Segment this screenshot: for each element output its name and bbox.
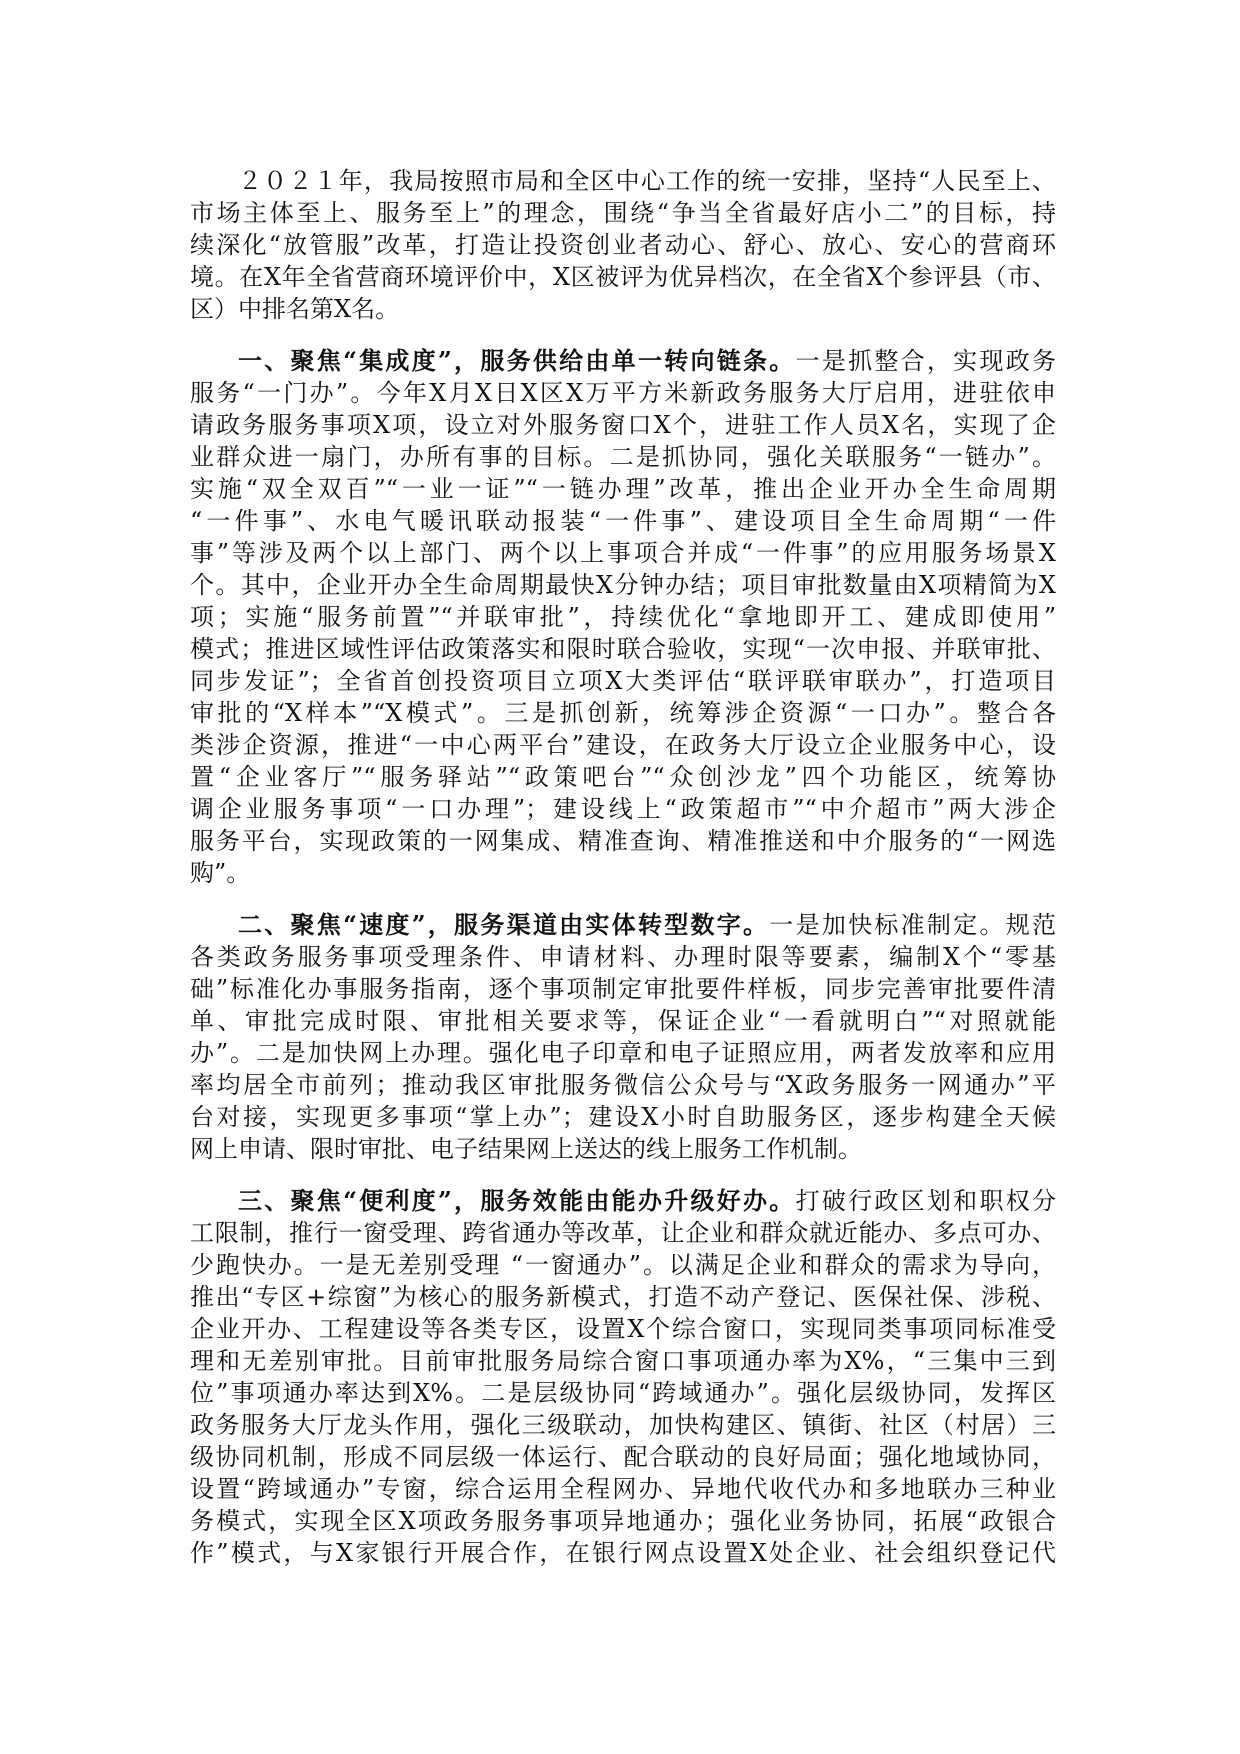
text-line — [190, 569, 1056, 601]
line-text: 个。其中，企业开办全生命周期最快X分钟办结；项目审批数量由X项精简为X — [190, 571, 1056, 599]
text-line — [190, 441, 1056, 473]
line-text: 设置“跨域通办”专窗，综合运用全程网办、异地代收代办和多地联办三种业 — [190, 1475, 1056, 1503]
text-line — [190, 1409, 1056, 1441]
text-line — [190, 197, 1056, 229]
line-text: 置“企业客厅”“服务驿站”“政策吧台”“众创沙龙”四个功能区，统筹协 — [190, 763, 1056, 791]
line-text: 业群众进一扇门，办所有事的目标。二是抓协同，强化关联服务“一链办”。 — [190, 443, 1056, 471]
line-text: 一是加快标准制定。规范 — [769, 911, 1057, 939]
text-line — [190, 793, 1056, 825]
text-line — [190, 229, 1056, 261]
line-text: 理和无差别审批。目前审批服务局综合窗口事项通办率为X%，“三集中三到 — [190, 1347, 1056, 1375]
text-line — [190, 1101, 1056, 1133]
line-text: 台对接，实现更多事项“掌上办”；建设X小时自助服务区，逐步构建全天候 — [190, 1103, 1056, 1131]
line-text: 一是抓整合，实现政务 — [795, 347, 1056, 375]
text-line — [190, 1313, 1056, 1345]
line-text: 项；实施“服务前置”“并联审批”，持续优化“拿地即开工、建成即使用” — [190, 603, 1056, 631]
text-line — [190, 1069, 1056, 1101]
line-text: 打破行政区划和职权分 — [795, 1187, 1056, 1215]
text-line — [190, 293, 1056, 325]
section-heading: 一、聚焦“集成度”，服务供给由单一转向链条。 — [238, 346, 796, 375]
text-line — [190, 1217, 1056, 1249]
line-text: 工限制，推行一窗受理、跨省通办等改革，让企业和群众就近能办、多点可办、 — [190, 1219, 1056, 1247]
line-text: 模式；推进区域性评估政策落实和限时联合验收，实现“一次申报、并联审批、 — [190, 635, 1056, 663]
line-text: ２０２１年，我局按照市局和全区中心工作的统一安排，坚持“人民至上、 — [238, 167, 1056, 195]
text-line — [190, 377, 1056, 409]
line-text: 办”。二是加快网上办理。强化电子印章和电子证照应用，两者发放率和应用 — [190, 1039, 1056, 1067]
text-line — [190, 697, 1056, 729]
text-line — [190, 729, 1056, 761]
line-text: 率均居全市前列；推动我区审批服务微信公众号与“X政务服务一网通办”平 — [190, 1071, 1056, 1099]
text-line — [190, 1281, 1056, 1313]
line-text: 服务平台，实现政策的一网集成、精准查询、精准推送和中介服务的“一网选 — [190, 827, 1056, 855]
text-line — [190, 1377, 1056, 1409]
line-text: 级协同机制，形成不同层级一体运行、配合联动的良好局面；强化地域协同， — [190, 1443, 1056, 1471]
text-line — [190, 761, 1056, 793]
line-text: 位”事项通办率达到X%。二是层级协同“跨域通办”。强化层级协同，发挥区 — [190, 1379, 1056, 1407]
text-line — [190, 601, 1056, 633]
text-line — [190, 825, 1056, 857]
line-text: 各类政务服务事项受理条件、申请材料、办理时限等要素，编制X个“零基 — [190, 943, 1056, 971]
text-line — [190, 633, 1056, 665]
paragraph — [190, 1185, 1056, 1569]
line-text: 务模式，实现全区X项政务服务事项异地通办；强化业务协同，拓展“政银合 — [190, 1507, 1056, 1535]
line-text: 请政务服务事项X项，设立对外服务窗口X个，进驻工作人员X名，实现了企 — [190, 411, 1056, 439]
text-line — [190, 537, 1056, 569]
line-text: 单、审批完成时限、审批相关要求等，保证企业“一看就明白”“对照就能 — [190, 1007, 1056, 1035]
text-line — [190, 665, 1056, 697]
paragraph — [190, 165, 1056, 325]
text-line — [190, 1249, 1056, 1281]
line-text: 审批的“X样本”“X模式”。三是抓创新，统筹涉企资源“一口办”。整合各 — [190, 699, 1056, 727]
text-line — [190, 1537, 1056, 1569]
text-line — [190, 1133, 1056, 1165]
line-text: 服务“一门办”。今年X月X日X区X万平方米新政务服务大厅启用，进驻依申 — [190, 379, 1056, 407]
text-line — [190, 261, 1056, 293]
line-text: 调企业服务事项“一口办理”；建设线上“政策超市”“中介超市”两大涉企 — [190, 795, 1056, 823]
line-text: 础”标准化办事服务指南，逐个事项制定审批要件样板，同步完善审批要件清 — [190, 975, 1056, 1003]
text-line — [190, 409, 1056, 441]
line-text: 实施“双全双百”“一业一证”“一链办理”改革，推出企业开办全生命周期 — [190, 475, 1056, 503]
line-text: 网上申请、限时审批、电子结果网上送达的线上服务工作机制。 — [190, 1135, 862, 1163]
line-text: 企业开办、工程建设等各类专区，设置X个综合窗口，实现同类事项同标准受 — [190, 1315, 1056, 1343]
line-text: 作”模式，与X家银行开展合作，在银行网点设置X处企业、社会组织登记代 — [190, 1539, 1056, 1567]
text-line — [190, 345, 1056, 377]
paragraph — [190, 909, 1056, 1165]
text-line — [190, 1005, 1056, 1037]
text-line — [190, 973, 1056, 1005]
text-line — [190, 1441, 1056, 1473]
line-text: 政务服务大厅龙头作用，强化三级联动，加快构建区、镇街、社区（村居）三 — [190, 1411, 1056, 1439]
paragraph — [190, 345, 1056, 889]
text-line — [190, 857, 1056, 889]
line-text: 市场主体至上、服务至上”的理念，围绕“争当全省最好店小二”的目标，持 — [190, 199, 1056, 227]
text-line — [190, 473, 1056, 505]
text-line — [190, 941, 1056, 973]
line-text: 区）中排名第X名。 — [190, 295, 400, 323]
line-text: “一件事”、水电气暖讯联动报装“一件事”、建设项目全生命周期“一件 — [190, 507, 1056, 535]
document-body — [190, 165, 1056, 1589]
line-text: 少跑快办。一是无差别受理 “一窗通办”。以满足企业和群众的需求为导向， — [190, 1251, 1056, 1279]
line-text: 续深化“放管服”改革，打造让投资创业者动心、舒心、放心、安心的营商环 — [190, 231, 1056, 259]
text-line — [190, 909, 1056, 941]
text-line — [190, 505, 1056, 537]
line-text: 购”。 — [190, 859, 251, 887]
line-text: 类涉企资源，推进“一中心两平台”建设，在政务大厅设立企业服务中心，设 — [190, 731, 1056, 759]
line-text: 境。在X年全省营商环境评价中，X区被评为优异档次，在全省X个参评县（市、 — [190, 263, 1056, 291]
line-text: 推出“专区+综窗”为核心的服务新模式，打造不动产登记、医保社保、涉税、 — [190, 1283, 1056, 1311]
text-line — [190, 1037, 1056, 1069]
section-heading: 三、聚焦“便利度”，服务效能由能办升级好办。 — [238, 1186, 796, 1215]
line-text: 同步发证”；全省首创投资项目立项X大类评估“联评联审联办”，打造项目 — [190, 667, 1056, 695]
section-heading: 二、聚焦“速度”，服务渠道由实体转型数字。 — [238, 910, 770, 939]
text-line — [190, 165, 1056, 197]
text-line — [190, 1505, 1056, 1537]
text-line — [190, 1473, 1056, 1505]
text-line — [190, 1185, 1056, 1217]
text-line — [190, 1345, 1056, 1377]
line-text: 事”等涉及两个以上部门、两个以上事项合并成“一件事”的应用服务场景X — [190, 539, 1056, 567]
